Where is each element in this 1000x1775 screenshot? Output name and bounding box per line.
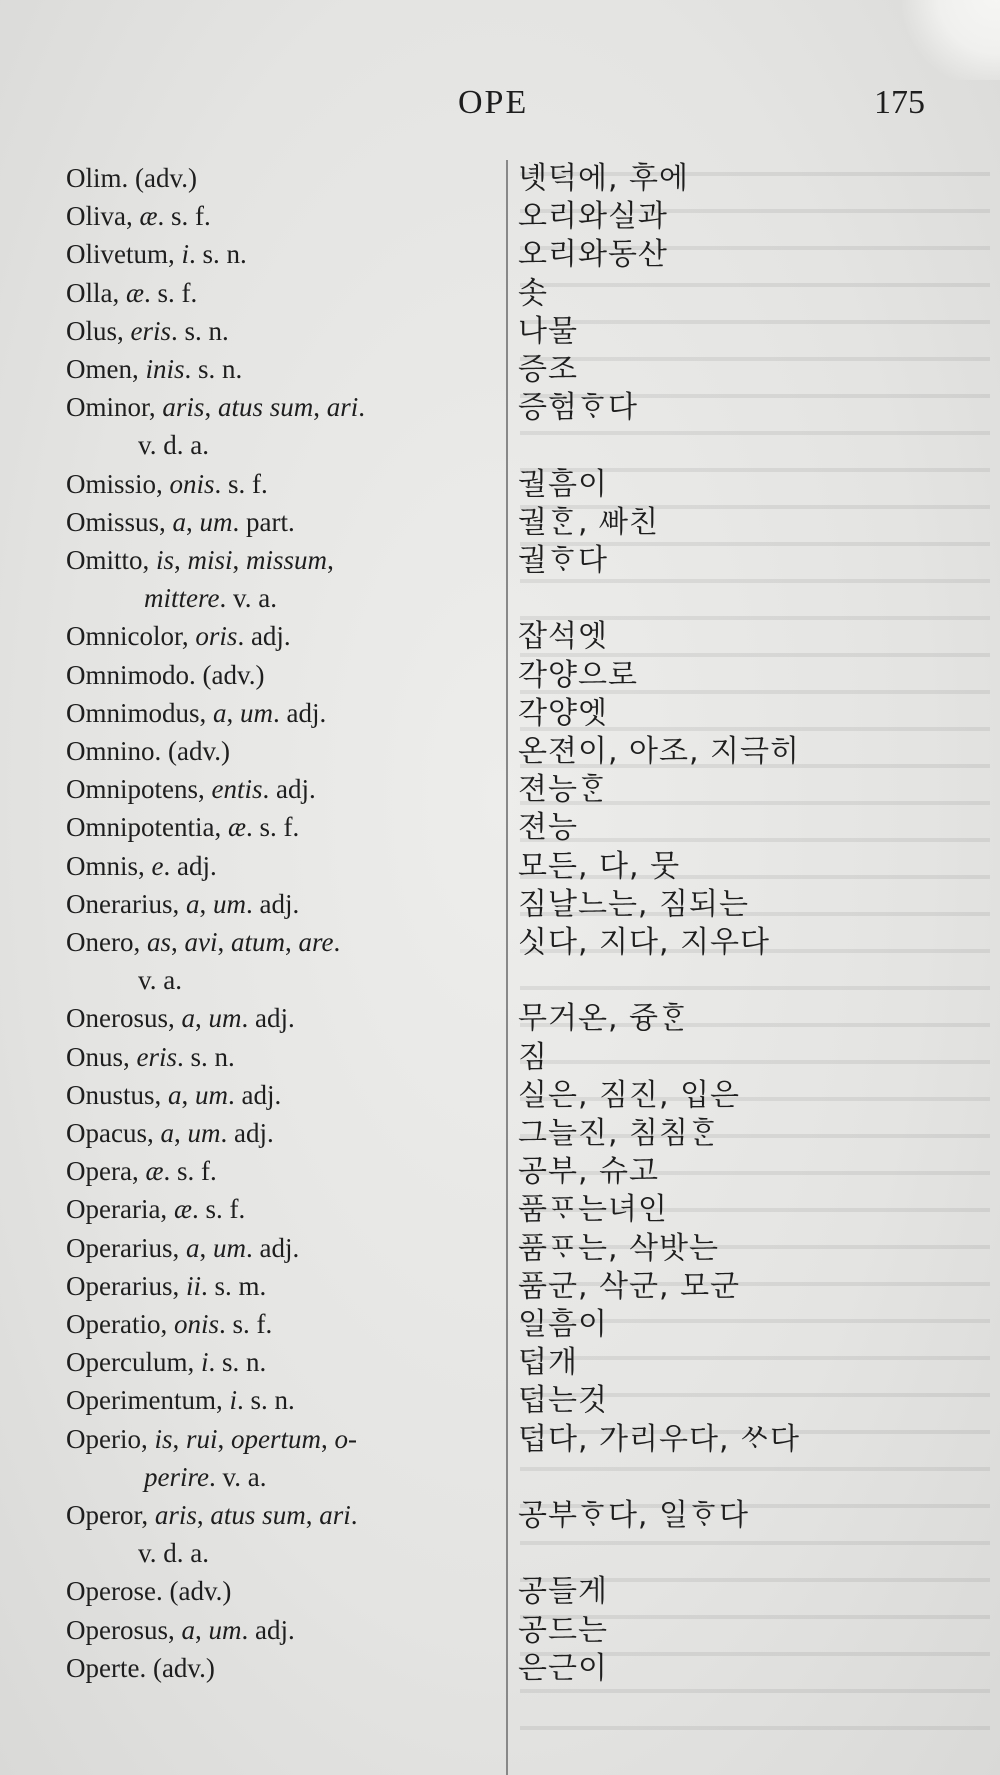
dictionary-entry xyxy=(0,1423,1000,1463)
korean-gloss: 덥다, 가리우다, ᄊᆞ다 xyxy=(518,1421,800,1457)
dictionary-entry xyxy=(0,1270,1000,1310)
korean-gloss: 공부, 슈고 xyxy=(518,1154,659,1190)
latin-headword: Onustus, a, um. adj. xyxy=(66,1079,282,1110)
latin-headword: Omnipotentia, æ. s. f. xyxy=(66,812,300,843)
latin-headword: Operor, aris, atus sum, ari. xyxy=(66,1500,358,1530)
korean-gloss: 궐ᄒᆞᆫ, ᄲᅡ친 xyxy=(518,504,659,540)
page-number: 175 xyxy=(874,84,925,121)
korean-gloss: 각양엣 xyxy=(518,695,608,731)
korean-gloss: 솟 xyxy=(518,275,548,311)
korean-gloss: 품ᄑᆞ는녀인 xyxy=(518,1192,668,1228)
dictionary-entry xyxy=(0,238,1000,278)
dictionary-entry xyxy=(0,1384,1000,1424)
korean-gloss: 덥는것 xyxy=(518,1383,608,1419)
dictionary-entry xyxy=(0,1614,1000,1654)
korean-gloss: 짐날느는, 짐되는 xyxy=(518,886,749,922)
korean-gloss: 공부ᄒᆞ다, 일ᄒᆞ다 xyxy=(518,1498,749,1533)
latin-headword: Operosus, a, um. adj. xyxy=(66,1614,295,1645)
dictionary-entry xyxy=(0,811,1000,851)
dictionary-entry xyxy=(0,315,1000,355)
korean-gloss: 은근이 xyxy=(518,1650,608,1686)
latin-headword: Operarius, a, um. adj. xyxy=(66,1232,300,1263)
korean-gloss: 짐 xyxy=(518,1039,548,1075)
latin-continuation: v. d. a. xyxy=(138,1538,209,1569)
dictionary-entry xyxy=(0,1652,1000,1692)
korean-gloss: 실은, 짐진, 입은 xyxy=(518,1077,741,1113)
page-corner-glare xyxy=(900,0,1000,80)
latin-headword: Oliva, æ. s. f. xyxy=(66,201,211,232)
latin-headword: Operatio, onis. s. f. xyxy=(66,1309,273,1339)
entry-continuation xyxy=(0,1461,1000,1501)
dictionary-entry xyxy=(0,1346,1000,1386)
korean-gloss: 오리와동산 xyxy=(518,237,668,273)
korean-gloss: 녯덕에, 후에 xyxy=(518,161,689,196)
korean-gloss: 공들게 xyxy=(518,1574,608,1610)
dictionary-entry xyxy=(0,773,1000,813)
dictionary-entry xyxy=(0,1117,1000,1157)
latin-headword: Omnino. (adv.) xyxy=(66,736,230,766)
korean-gloss: 증조 xyxy=(518,352,578,387)
dictionary-entry xyxy=(0,1575,1000,1615)
latin-headword: Onero, as, avi, atum, are. xyxy=(66,927,341,957)
entry-continuation xyxy=(0,582,1000,622)
latin-headword: Ominor, aris, atus sum, ari. xyxy=(66,392,365,423)
entry-continuation xyxy=(0,1537,1000,1577)
korean-gloss: 일흠이 xyxy=(518,1307,608,1342)
dictionary-entry xyxy=(0,1041,1000,1081)
korean-gloss: 온젼이, 아조, 지극히 xyxy=(518,734,800,769)
korean-gloss: 각양으로 xyxy=(518,657,638,693)
latin-continuation: mittere. v. a. xyxy=(144,583,277,614)
latin-headword: Omnicolor, oris. adj. xyxy=(66,621,291,652)
latin-headword: Operte. (adv.) xyxy=(66,1652,215,1683)
dictionary-entry xyxy=(0,1079,1000,1119)
latin-headword: Opacus, a, um. adj. xyxy=(66,1118,274,1148)
dictionary-entry xyxy=(0,1155,1000,1195)
latin-headword: Operculum, i. s. n. xyxy=(66,1347,267,1378)
dictionary-entry xyxy=(0,1308,1000,1348)
latin-headword: Omnimodo. (adv.) xyxy=(66,659,265,690)
korean-gloss: 싯다, 지다, 지우다 xyxy=(518,925,771,960)
dictionary-entry xyxy=(0,391,1000,431)
latin-headword: Olus, eris. s. n. xyxy=(66,315,229,346)
korean-gloss: 증험ᄒᆞ다 xyxy=(518,390,638,426)
latin-headword: Olivetum, i. s. n. xyxy=(66,239,247,270)
latin-continuation: v. d. a. xyxy=(138,430,209,461)
latin-headword: Olla, æ. s. f. xyxy=(66,277,198,308)
dictionary-entry xyxy=(0,1232,1000,1272)
latin-continuation: v. a. xyxy=(138,965,182,996)
korean-gloss: 젼능ᄒᆞᆫ xyxy=(518,772,608,808)
dictionary-entry xyxy=(0,353,1000,393)
dictionary-entry xyxy=(0,468,1000,508)
dictionary-entry xyxy=(0,544,1000,584)
korean-gloss: 궐ᄒᆞ다 xyxy=(518,543,608,578)
korean-gloss: 젼능 xyxy=(518,810,578,846)
latin-headword: Omissus, a, um. part. xyxy=(66,506,295,537)
latin-continuation: perire. v. a. xyxy=(144,1461,267,1492)
korean-gloss: 무거온, 즁ᄒᆞᆫ xyxy=(518,1001,689,1037)
running-header: OPE xyxy=(458,84,529,121)
latin-headword: Omnimodus, a, um. adj. xyxy=(66,697,327,728)
dictionary-entry xyxy=(0,200,1000,240)
korean-gloss: 덥개 xyxy=(518,1345,578,1381)
dictionary-entry xyxy=(0,506,1000,546)
latin-headword: Omissio, onis. s. f. xyxy=(66,468,268,499)
dictionary-entry xyxy=(0,697,1000,737)
korean-gloss: 궐흠이 xyxy=(518,466,608,502)
latin-headword: Onus, eris. s. n. xyxy=(66,1041,235,1072)
korean-gloss: 모든, 다, 뭇 xyxy=(518,848,681,884)
latin-headword: Operimentum, i. s. n. xyxy=(66,1385,295,1416)
latin-headword: Operio, is, rui, opertum, o- xyxy=(66,1423,358,1454)
korean-gloss: 품군, 삭군, 모군 xyxy=(518,1268,741,1304)
latin-headword: Operaria, æ. s. f. xyxy=(66,1194,246,1225)
korean-gloss: 오리와실과 xyxy=(518,199,668,235)
latin-headword: Onerarius, a, um. adj. xyxy=(66,888,300,919)
dictionary-entry xyxy=(0,1193,1000,1233)
dictionary-entry xyxy=(0,888,1000,928)
latin-headword: Omitto, is, misi, missum, xyxy=(66,545,334,575)
korean-gloss: 품ᄑᆞ는, 삭밧는 xyxy=(518,1230,719,1266)
dictionary-entry xyxy=(0,735,1000,775)
dictionary-entry xyxy=(0,620,1000,660)
entry-continuation xyxy=(0,429,1000,469)
dictionary-entry xyxy=(0,850,1000,890)
korean-gloss: 나물 xyxy=(518,313,578,349)
korean-gloss: 공드는 xyxy=(518,1612,608,1648)
korean-gloss: 그늘진, 침침ᄒᆞᆫ xyxy=(518,1116,719,1151)
korean-gloss: 잡석엣 xyxy=(518,619,608,655)
dictionary-entry xyxy=(0,277,1000,317)
latin-headword: Omen, inis. s. n. xyxy=(66,354,243,384)
dictionary-entry xyxy=(0,1499,1000,1539)
latin-headword: Omnipotens, entis. adj. xyxy=(66,774,316,805)
latin-headword: Olim. (adv.) xyxy=(66,163,197,193)
entry-continuation xyxy=(0,964,1000,1004)
latin-headword: Omnis, e. adj. xyxy=(66,850,217,881)
dictionary-entry xyxy=(0,926,1000,966)
latin-headword: Operose. (adv.) xyxy=(66,1576,232,1607)
dictionary-entry xyxy=(0,659,1000,699)
latin-headword: Opera, æ. s. f. xyxy=(66,1156,217,1187)
dictionary-entry xyxy=(0,162,1000,202)
latin-headword: Onerosus, a, um. adj. xyxy=(66,1003,295,1034)
latin-headword: Operarius, ii. s. m. xyxy=(66,1270,267,1301)
dictionary-entry xyxy=(0,1002,1000,1042)
